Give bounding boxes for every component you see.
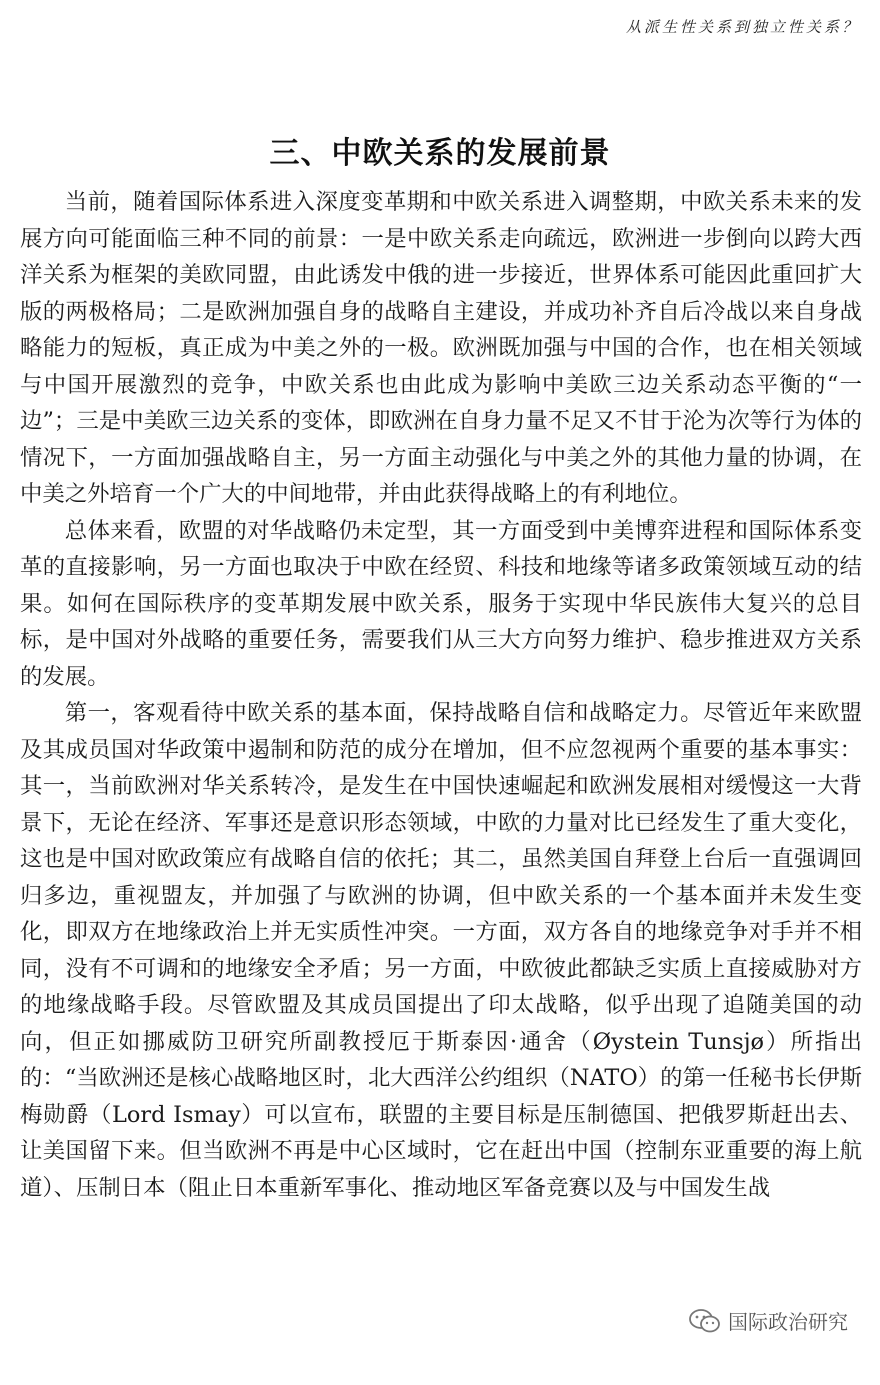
watermark-label: 国际政治研究 xyxy=(728,1310,848,1334)
wechat-icon xyxy=(688,1308,722,1334)
wechat-watermark xyxy=(682,1304,854,1337)
section-title: 三、中欧关系的发展前景 xyxy=(269,136,611,172)
article-body xyxy=(20,184,862,1206)
paragraph-1: 当前，随着国际体系进入深度变革期和中欧关系进入调整期，中欧关系未来的发展方向可能面临三种不同的前景：一是中欧关系走向疏远，欧洲进一步倒向以跨大西洋关系为框架的美欧同盟，由此诱发中俄的进一步接近，世界体系可能因此重回扩大版的两极格局；二是欧洲加强自身的战略自主建设，并成功补齐自后冷战以来自身战略能力的短板，真正成为中美之外的一极。欧洲既加强与中国的合作，也在相关领域与中国开展激烈的竞争，中欧关系也由此成为影响中美欧三边关系动态平衡的“一边”；三是中美欧三边关系的变体，即欧洲在自身力量不足又不甘于沦为次等行为体的情况下，一方面加强战略自主，另一方面主动强化与中美之外的其他力量的协调，在中美之外培育一个广大的中间地带，并由此获得战略上的有利地位。 xyxy=(20,189,862,507)
paragraph-2: 总体来看，欧盟的对华战略仍未定型，其一方面受到中美博弈进程和国际体系变革的直接影响，另一方面也取决于中欧在经贸、科技和地缘等诸多政策领域互动的结果。如何在国际秩序的变革期发展中欧关系，服务于实现中华民族伟大复兴的总目标，是中国对外战略的重要任务，需要我们从三大方向努力维护、稳步推进双方关系的发展。 xyxy=(20,517,862,690)
paragraph-3: 第一，客观看待中欧关系的基本面，保持战略自信和战略定力。尽管近年来欧盟及其成员国对华政策中遏制和防范的成分在增加，但不应忽视两个重要的基本事实：其一，当前欧洲对华关系转冷，是发生在中国快速崛起和欧洲发展相对缓慢这一大背景下，无论在经济、军事还是意识形态领域，中欧的力量对比已经发生了重大变化，这也是中国对欧政策应有战略自信的依托；其二，虽然美国自拜登上台后一直强调回归多边，重视盟友，并加强了与欧洲的协调，但中欧关系的一个基本面并未发生变化，即双方在地缘政治上并无实质性冲突。一方面，双方各自的地缘竞争对手并不相同，没有不可调和的地缘安全矛盾；另一方面，中欧彼此都缺乏实质上直接威胁对方的地缘战略手段。尽管欧盟及其成员国提出了印太战略，似乎出现了追随美国的动向，但正如挪威防卫研究所副教授厄于斯泰因·通舍（Øystein Tunsjø）所指出的：“当欧洲还是核心战略地区时，北大西洋公约组织（NATO）的第一任秘书长伊斯梅勋爵（Lord Ismay）可以宣布，联盟的主要目标是压制德国、把俄罗斯赶出去、让美国留下来。但当欧洲不再是中心区域时，它在赶出中国（控制东亚重要的海上航道）、压制日本（阻止日本重新军事化、推动地区军备竞赛以及与中国发生战 xyxy=(20,700,862,1201)
running-header: 从派生性关系到独立性关系？ xyxy=(625,18,860,36)
